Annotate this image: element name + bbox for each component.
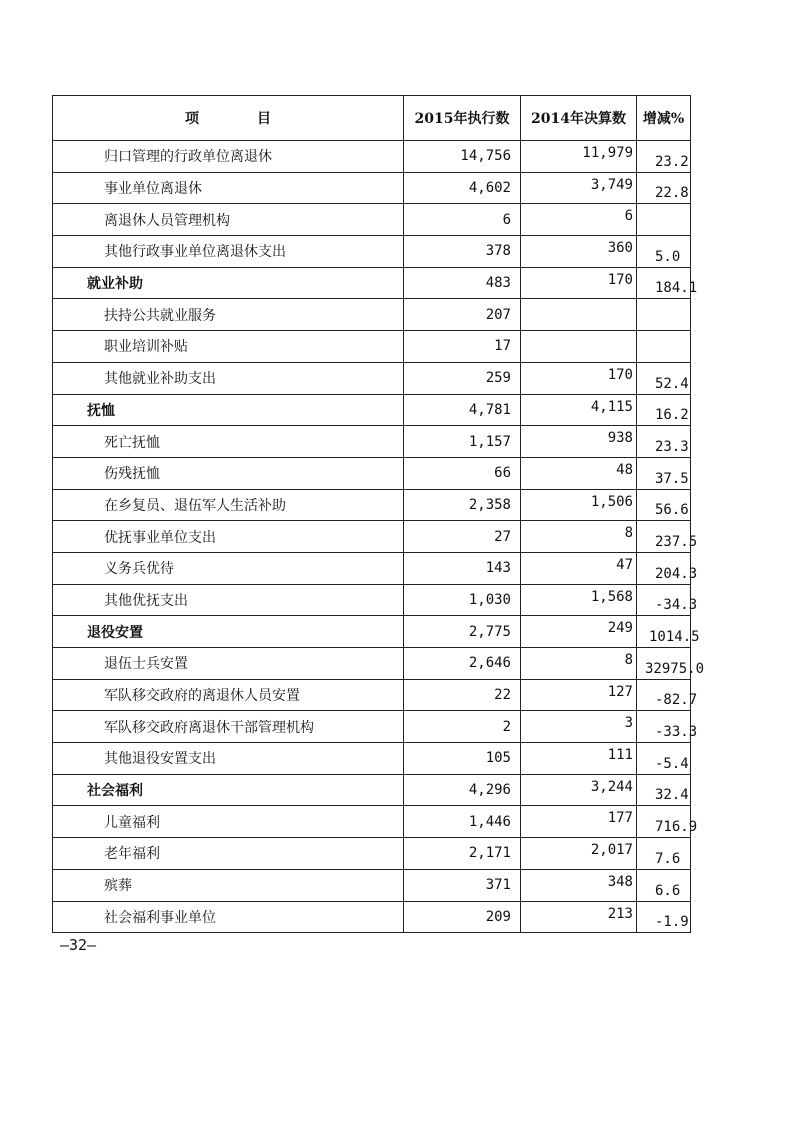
item-name-cell: 其他就业补助支出 [53, 362, 404, 394]
item-name-cell: 扶持公共就业服务 [53, 299, 404, 331]
change-percent-cell: 22.8 [637, 172, 691, 204]
table-row [53, 679, 691, 711]
change-percent-cell: 716.9 [637, 806, 691, 838]
exec-2015-cell: 1,030 [404, 584, 521, 616]
item-name-cell: 优抚事业单位支出 [53, 521, 404, 553]
item-name-cell: 在乡复员、退伍军人生活补助 [53, 489, 404, 521]
category-name-cell: 退役安置 [53, 616, 404, 648]
exec-2015-cell: 2,171 [404, 838, 521, 870]
exec-2015-cell: 259 [404, 362, 521, 394]
change-percent-cell: 7.6 [637, 838, 691, 870]
page-number: —32— [60, 936, 97, 954]
exec-2015-cell: 27 [404, 521, 521, 553]
final-2014-cell: 360 [521, 236, 637, 268]
change-percent-cell: -1.9 [637, 901, 691, 933]
final-2014-cell: 177 [521, 806, 637, 838]
item-name-cell: 其他优抚支出 [53, 584, 404, 616]
table-row [53, 331, 691, 363]
final-2014-cell: 1,506 [521, 489, 637, 521]
final-2014-cell: 3,749 [521, 172, 637, 204]
header-2014-final: 2014年决算数 [521, 96, 637, 141]
final-2014-cell: 6 [521, 204, 637, 236]
item-name-cell: 职业培训补贴 [53, 331, 404, 363]
change-percent-cell: 6.6 [637, 869, 691, 901]
final-2014-cell: 8 [521, 648, 637, 680]
item-name-cell: 死亡抚恤 [53, 426, 404, 458]
change-percent-cell [637, 204, 691, 236]
table-row [53, 521, 691, 553]
table-row [53, 457, 691, 489]
exec-2015-cell: 4,602 [404, 172, 521, 204]
table-row [53, 394, 691, 426]
category-name-cell: 就业补助 [53, 267, 404, 299]
final-2014-cell: 3 [521, 711, 637, 743]
item-name-cell: 儿童福利 [53, 806, 404, 838]
table-row [53, 141, 691, 173]
final-2014-cell [521, 299, 637, 331]
final-2014-cell: 127 [521, 679, 637, 711]
table-row [53, 299, 691, 331]
exec-2015-cell: 1,446 [404, 806, 521, 838]
table-row [53, 648, 691, 680]
final-2014-cell: 213 [521, 901, 637, 933]
table-row [53, 236, 691, 268]
table-row [53, 489, 691, 521]
table-row [53, 204, 691, 236]
final-2014-cell: 47 [521, 552, 637, 584]
change-percent-cell: -34.3 [637, 584, 691, 616]
exec-2015-cell: 2,358 [404, 489, 521, 521]
change-percent-cell: 5.0 [637, 236, 691, 268]
change-percent-cell [637, 331, 691, 363]
final-2014-cell: 1,568 [521, 584, 637, 616]
item-name-cell: 离退休人员管理机构 [53, 204, 404, 236]
exec-2015-cell: 207 [404, 299, 521, 331]
final-2014-cell: 170 [521, 267, 637, 299]
item-name-cell: 其他退役安置支出 [53, 743, 404, 775]
exec-2015-cell: 22 [404, 679, 521, 711]
table-row [53, 806, 691, 838]
table-row [53, 774, 691, 806]
header-row [53, 96, 691, 141]
table-header [53, 96, 691, 141]
table-row [53, 362, 691, 394]
item-name-cell: 殡葬 [53, 869, 404, 901]
change-percent-cell: 23.3 [637, 426, 691, 458]
exec-2015-cell: 2 [404, 711, 521, 743]
table-row [53, 743, 691, 775]
exec-2015-cell: 1,157 [404, 426, 521, 458]
change-percent-cell: -33.3 [637, 711, 691, 743]
final-2014-cell: 4,115 [521, 394, 637, 426]
exec-2015-cell: 4,296 [404, 774, 521, 806]
item-name-cell: 归口管理的行政单位离退休 [53, 141, 404, 173]
category-name-cell: 抚恤 [53, 394, 404, 426]
item-name-cell: 军队移交政府的离退休人员安置 [53, 679, 404, 711]
table-row [53, 901, 691, 933]
change-percent-cell: 184.1 [637, 267, 691, 299]
exec-2015-cell: 483 [404, 267, 521, 299]
exec-2015-cell: 66 [404, 457, 521, 489]
final-2014-cell: 8 [521, 521, 637, 553]
final-2014-cell: 111 [521, 743, 637, 775]
table-row [53, 869, 691, 901]
table-row [53, 552, 691, 584]
exec-2015-cell: 6 [404, 204, 521, 236]
exec-2015-cell: 17 [404, 331, 521, 363]
item-name-cell: 社会福利事业单位 [53, 901, 404, 933]
header-item: 项 目 [53, 96, 404, 141]
change-percent-cell: 56.6 [637, 489, 691, 521]
item-name-cell: 退伍士兵安置 [53, 648, 404, 680]
exec-2015-cell: 4,781 [404, 394, 521, 426]
change-percent-cell: 204.3 [637, 552, 691, 584]
exec-2015-cell: 2,775 [404, 616, 521, 648]
item-name-cell: 其他行政事业单位离退休支出 [53, 236, 404, 268]
change-percent-cell: 237.5 [637, 521, 691, 553]
exec-2015-cell: 209 [404, 901, 521, 933]
item-name-cell: 事业单位离退休 [53, 172, 404, 204]
change-percent-cell: 52.4 [637, 362, 691, 394]
change-percent-cell: 16.2 [637, 394, 691, 426]
table-row [53, 838, 691, 870]
final-2014-cell [521, 331, 637, 363]
table-body [53, 141, 705, 933]
table-row [53, 267, 691, 299]
final-2014-cell: 938 [521, 426, 637, 458]
change-percent-cell: 32975.0 [637, 648, 691, 680]
final-2014-cell: 11,979 [521, 141, 637, 173]
change-percent-cell: 37.5 [637, 457, 691, 489]
table-row [53, 584, 691, 616]
change-percent-cell: 23.2 [637, 141, 691, 173]
header-change-percent: 增减% [637, 96, 691, 141]
final-2014-cell: 249 [521, 616, 637, 648]
item-name-cell: 伤残抚恤 [53, 457, 404, 489]
final-2014-cell: 48 [521, 457, 637, 489]
budget-table [52, 95, 705, 933]
table-row [53, 426, 691, 458]
change-percent-cell: -5.4 [637, 743, 691, 775]
final-2014-cell: 348 [521, 869, 637, 901]
change-percent-cell: -82.7 [637, 679, 691, 711]
item-name-cell: 义务兵优待 [53, 552, 404, 584]
exec-2015-cell: 2,646 [404, 648, 521, 680]
final-2014-cell: 2,017 [521, 838, 637, 870]
table-row [53, 616, 691, 648]
exec-2015-cell: 105 [404, 743, 521, 775]
change-percent-cell [637, 299, 691, 331]
exec-2015-cell: 143 [404, 552, 521, 584]
exec-2015-cell: 14,756 [404, 141, 521, 173]
change-percent-cell: 1014.5 [637, 616, 691, 648]
item-name-cell: 军队移交政府离退休干部管理机构 [53, 711, 404, 743]
exec-2015-cell: 371 [404, 869, 521, 901]
category-name-cell: 社会福利 [53, 774, 404, 806]
final-2014-cell: 170 [521, 362, 637, 394]
final-2014-cell: 3,244 [521, 774, 637, 806]
item-name-cell: 老年福利 [53, 838, 404, 870]
exec-2015-cell: 378 [404, 236, 521, 268]
table-row [53, 172, 691, 204]
table-row [53, 711, 691, 743]
change-percent-cell: 32.4 [637, 774, 691, 806]
header-2015-execution: 2015年执行数 [404, 96, 521, 141]
